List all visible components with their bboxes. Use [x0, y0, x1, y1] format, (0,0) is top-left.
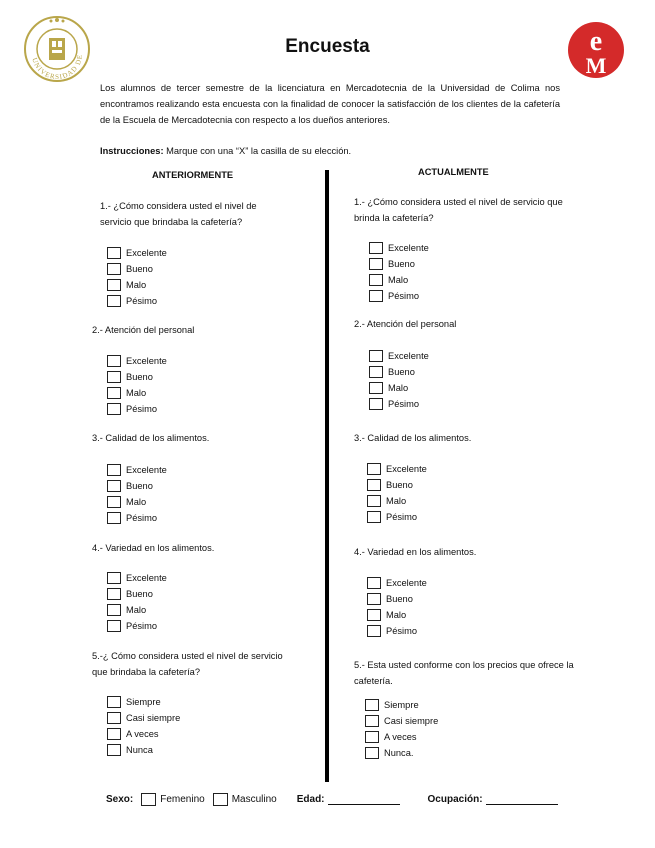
option-row[interactable]	[107, 570, 167, 586]
option-label: Pésimo	[386, 626, 418, 636]
left-q4-options	[107, 570, 167, 634]
checkbox[interactable]	[107, 512, 121, 524]
option-row[interactable]	[367, 477, 427, 493]
option-label: A veces	[384, 732, 417, 742]
checkbox[interactable]	[107, 355, 121, 367]
option-label: Bueno	[126, 264, 153, 274]
checkbox[interactable]	[367, 577, 381, 589]
checkbox[interactable]	[107, 279, 121, 291]
checkbox[interactable]	[107, 572, 121, 584]
option-label: Bueno	[386, 480, 413, 490]
option-label: Bueno	[126, 589, 153, 599]
option-row[interactable]	[367, 623, 427, 639]
option-label: Siempre	[126, 697, 161, 707]
checkbox[interactable]	[107, 403, 121, 415]
option-row[interactable]	[107, 586, 167, 602]
option-row[interactable]	[107, 478, 167, 494]
left-question-4: 4.- Variedad en los alimentos.	[92, 543, 215, 553]
option-label: Malo	[388, 383, 409, 393]
right-q3-options	[367, 461, 427, 525]
instructions-label: Instrucciones:	[100, 146, 164, 156]
option-label: Malo	[126, 388, 147, 398]
option-label: Excelente	[386, 464, 427, 474]
option-label: Siempre	[384, 700, 419, 710]
option-label: Pésimo	[388, 291, 420, 301]
option-row[interactable]	[107, 742, 180, 758]
option-label: Nunca	[126, 745, 153, 755]
checkbox[interactable]	[107, 371, 121, 383]
option-row[interactable]	[107, 401, 167, 417]
option-label: Pésimo	[126, 404, 158, 414]
ocupacion-label: Ocupación:	[427, 794, 483, 805]
checkbox[interactable]	[367, 511, 381, 523]
checkbox[interactable]	[107, 728, 121, 740]
left-q1-options	[107, 245, 167, 309]
option-row[interactable]	[107, 694, 180, 710]
checkbox[interactable]	[107, 496, 121, 508]
page-title: Encuesta	[285, 36, 370, 57]
option-label: Bueno	[126, 481, 153, 491]
instructions-text: Marque con una “X” la casilla de su elección.	[163, 146, 352, 156]
option-row[interactable]	[107, 462, 167, 478]
option-label: Malo	[386, 610, 407, 620]
option-row[interactable]	[365, 697, 438, 713]
checkbox[interactable]	[367, 625, 381, 637]
ocupacion-field[interactable]	[486, 794, 558, 805]
right-question-3: 3.- Calidad de los alimentos.	[354, 433, 472, 443]
option-label: Bueno	[388, 259, 415, 269]
option-row[interactable]	[367, 575, 427, 591]
checkbox[interactable]	[107, 588, 121, 600]
femenino-label: Femenino	[160, 794, 205, 805]
option-label: Bueno	[386, 594, 413, 604]
option-row[interactable]	[107, 293, 167, 309]
option-label: Malo	[388, 275, 409, 285]
option-row[interactable]	[107, 602, 167, 618]
checkbox[interactable]	[107, 480, 121, 492]
option-label: Malo	[126, 605, 147, 615]
checkbox[interactable]	[107, 263, 121, 275]
option-label: Excelente	[388, 243, 429, 253]
checkbox[interactable]	[369, 242, 383, 254]
option-row[interactable]	[365, 713, 438, 729]
edad-label: Edad:	[296, 794, 325, 805]
checkbox[interactable]	[369, 366, 383, 378]
checkbox[interactable]	[367, 463, 381, 475]
option-row[interactable]	[369, 348, 429, 364]
option-row[interactable]	[107, 618, 167, 634]
masculino-checkbox[interactable]	[213, 793, 228, 806]
svg-text:e: e	[589, 26, 603, 57]
left-question-5: 5.-¿ Cómo considera usted el nivel de servicio que brindaba la cafetería?	[92, 651, 283, 677]
checkbox[interactable]	[107, 620, 121, 632]
heading-actualmente: ACTUALMENTE	[418, 167, 489, 177]
checkbox[interactable]	[367, 495, 381, 507]
checkbox[interactable]	[369, 290, 383, 302]
option-row[interactable]	[369, 272, 429, 288]
option-label: Casi siempre	[384, 716, 439, 726]
option-row[interactable]	[369, 364, 429, 380]
option-row[interactable]	[369, 380, 429, 396]
right-question-1: 1.- ¿Cómo considera usted el nivel de servicio que brinda la cafetería?	[354, 197, 563, 223]
option-label: Excelente	[386, 578, 427, 588]
option-label: Excelente	[388, 351, 429, 361]
option-row[interactable]	[369, 256, 429, 272]
option-row[interactable]	[369, 240, 429, 256]
option-row[interactable]	[107, 245, 167, 261]
option-row[interactable]	[369, 396, 429, 412]
checkbox[interactable]	[369, 258, 383, 270]
checkbox[interactable]	[367, 479, 381, 491]
checkbox[interactable]	[107, 247, 121, 259]
checkbox[interactable]	[367, 593, 381, 605]
checkbox[interactable]	[369, 350, 383, 362]
demographics-row	[106, 793, 558, 806]
svg-text:M: M	[585, 53, 607, 78]
svg-text:UNIVERSIDAD DE COLIMA: UNIVERSIDAD DE	[30, 53, 85, 82]
option-label: Pésimo	[388, 399, 420, 409]
option-label: A veces	[126, 729, 159, 739]
right-q4-options	[367, 575, 427, 639]
sexo-label: Sexo:	[106, 794, 134, 805]
checkbox[interactable]	[369, 398, 383, 410]
left-question-2: 2.- Atención del personal	[92, 325, 195, 335]
left-q2-options	[107, 353, 167, 417]
option-row[interactable]	[369, 288, 429, 304]
option-row[interactable]	[367, 607, 427, 623]
option-row[interactable]	[107, 261, 167, 277]
option-row[interactable]	[365, 745, 438, 761]
option-label: Pésimo	[126, 296, 158, 306]
checkbox[interactable]	[369, 382, 383, 394]
option-row[interactable]	[367, 493, 427, 509]
option-label: Malo	[386, 496, 407, 506]
option-label: Excelente	[126, 248, 167, 258]
option-label: Bueno	[388, 367, 415, 377]
left-question-1: 1.- ¿Cómo considera usted el nivel de servicio que brindaba la cafetería?	[100, 201, 257, 227]
instructions	[100, 146, 351, 156]
left-question-3: 3.- Calidad de los alimentos.	[92, 433, 210, 443]
right-q5-options	[365, 697, 438, 761]
checkbox[interactable]	[107, 464, 121, 476]
option-label: Malo	[126, 497, 147, 507]
option-row[interactable]	[107, 710, 180, 726]
checkbox[interactable]	[365, 699, 379, 711]
checkbox[interactable]	[365, 731, 379, 743]
option-label: Malo	[126, 280, 147, 290]
right-question-4: 4.- Variedad en los alimentos.	[354, 547, 477, 557]
heading-anteriormente: ANTERIORMENTE	[152, 170, 234, 180]
option-label: Excelente	[126, 573, 167, 583]
right-question-5: 5.- Esta usted conforme con los precios que ofrece la cafetería.	[354, 660, 574, 686]
option-label: Pésimo	[126, 513, 158, 523]
checkbox[interactable]	[107, 604, 121, 616]
option-row[interactable]	[107, 510, 167, 526]
option-row[interactable]	[107, 277, 167, 293]
option-row[interactable]	[367, 509, 427, 525]
right-question-2: 2.- Atención del personal	[354, 319, 457, 329]
masculino-label: Masculino	[231, 794, 277, 805]
option-label: Nunca.	[384, 748, 414, 758]
option-row[interactable]	[365, 729, 438, 745]
checkbox[interactable]	[107, 387, 121, 399]
option-row[interactable]	[107, 726, 180, 742]
option-row[interactable]	[367, 461, 427, 477]
checkbox[interactable]	[365, 715, 379, 727]
option-label: Excelente	[126, 356, 167, 366]
checkbox[interactable]	[107, 295, 121, 307]
femenino-checkbox[interactable]	[141, 793, 156, 806]
right-q1-options	[369, 240, 429, 304]
option-label: Bueno	[126, 372, 153, 382]
option-row[interactable]	[107, 494, 167, 510]
checkbox[interactable]	[369, 274, 383, 286]
option-row[interactable]	[107, 385, 167, 401]
left-q3-options	[107, 462, 167, 526]
intro-paragraph: Los alumnos de tercer semestre de la licenciatura en Mercadotecnia de la Universidad de Colima nos encontramos realizando esta encuesta con la finalidad de conocer la satisfacción de los clientes de la cafetería de la Escuela de Mercadotecnia con respecto a los dueños anteriores.	[100, 83, 560, 125]
edad-field[interactable]	[328, 794, 400, 805]
option-row[interactable]	[107, 353, 167, 369]
option-label: Casi siempre	[126, 713, 181, 723]
option-label: Pésimo	[126, 621, 158, 631]
option-label: Pésimo	[386, 512, 418, 522]
checkbox[interactable]	[107, 744, 121, 756]
right-q2-options	[369, 348, 429, 412]
checkbox[interactable]	[107, 712, 121, 724]
checkbox[interactable]	[107, 696, 121, 708]
column-divider	[325, 170, 329, 782]
option-row[interactable]	[107, 369, 167, 385]
checkbox[interactable]	[365, 747, 379, 759]
option-row[interactable]	[367, 591, 427, 607]
checkbox[interactable]	[367, 609, 381, 621]
left-q5-options	[107, 694, 180, 758]
option-label: Excelente	[126, 465, 167, 475]
